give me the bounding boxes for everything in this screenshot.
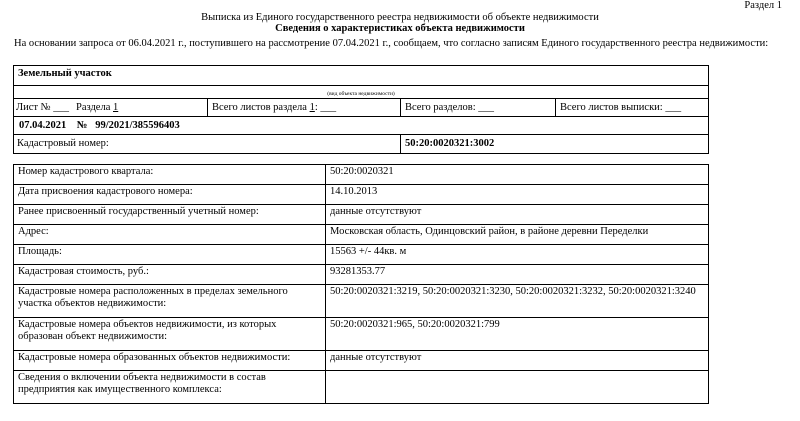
section-number-label: Раздела bbox=[76, 102, 111, 113]
object-kind-caption: (вид объекта недвижимости) bbox=[14, 86, 708, 99]
total-sheets-section-suffix: : ___ bbox=[314, 102, 337, 113]
sheet-info-row bbox=[14, 99, 708, 117]
row-value: 50:20:0020321:965, 50:20:0020321:799 bbox=[326, 318, 709, 351]
table-row bbox=[14, 351, 709, 371]
extract-date: 07.04.2021 bbox=[19, 120, 67, 131]
row-value bbox=[326, 371, 709, 404]
section-number bbox=[76, 102, 118, 113]
cadastral-number-value: 50:20:0020321:3002 bbox=[405, 138, 495, 149]
table-row bbox=[14, 185, 709, 205]
row-value: 50:20:0020321:3219, 50:20:0020321:3230, 50:20:0020321:3232, 50:20:0020321:3240 bbox=[326, 285, 709, 318]
row-value: 14.10.2013 bbox=[326, 185, 709, 205]
document-subtitle: Сведения о характеристиках объекта недвижимости bbox=[275, 23, 525, 34]
row-label: Кадастровые номера объектов недвижимости, из которых образован объект недвижимости: bbox=[14, 318, 326, 351]
basis-paragraph: На основании запроса от 06.04.2021 г., поступившего на рассмотрение 07.04.2021 г., сообщаем, что согласно записям Единого государственного реестра недвижимости: bbox=[14, 38, 769, 49]
total-sheets-section-value: 1 bbox=[309, 102, 315, 113]
object-type: Земельный участок bbox=[14, 66, 708, 86]
table-row bbox=[14, 165, 709, 185]
row-label: Номер кадастрового квартала: bbox=[14, 165, 326, 185]
object-header-box bbox=[13, 65, 709, 154]
table-row bbox=[14, 371, 709, 404]
total-sheets-section-label: Всего листов раздела bbox=[212, 102, 307, 113]
row-label: Кадастровые номера образованных объектов недвижимости: bbox=[14, 351, 326, 371]
document-title: Выписка из Единого государственного реестра недвижимости об объекте недвижимости bbox=[201, 12, 599, 23]
table-row bbox=[14, 318, 709, 351]
row-value: данные отсутствуют bbox=[326, 205, 709, 225]
table-row bbox=[14, 265, 709, 285]
cadastral-number-label: Кадастровый номер: bbox=[17, 138, 109, 149]
row-label: Ранее присвоенный государственный учетный номер: bbox=[14, 205, 326, 225]
row-label: Кадастровые номера расположенных в пределах земельного участка объектов недвижимости: bbox=[14, 285, 326, 318]
sheet-number: Лист № ___ bbox=[16, 102, 70, 113]
row-value: данные отсутствуют bbox=[326, 351, 709, 371]
row-value: 50:20:0020321 bbox=[326, 165, 709, 185]
section-number-value: 1 bbox=[113, 102, 119, 113]
row-label: Адрес: bbox=[14, 225, 326, 245]
row-value: Московская область, Одинцовский район, в районе деревни Переделки bbox=[326, 225, 709, 245]
total-sheets-extract: Всего листов выписки: ___ bbox=[560, 102, 682, 113]
row-label: Сведения о включении объекта недвижимости в состав предприятия как имущественного комплекса: bbox=[14, 371, 326, 404]
extract-number-label: № bbox=[76, 120, 88, 131]
table-row bbox=[14, 205, 709, 225]
table-row bbox=[14, 285, 709, 318]
row-label: Площадь: bbox=[14, 245, 326, 265]
table-row bbox=[14, 245, 709, 265]
table-row bbox=[14, 225, 709, 245]
section-label: Раздел 1 bbox=[744, 0, 782, 11]
row-label: Дата присвоения кадастрового номера: bbox=[14, 185, 326, 205]
extract-number: 99/2021/385596403 bbox=[95, 120, 180, 131]
extract-number-row bbox=[14, 117, 708, 135]
characteristics-table bbox=[13, 164, 709, 404]
total-sections: Всего разделов: ___ bbox=[405, 102, 494, 113]
row-label: Кадастровая стоимость, руб.: bbox=[14, 265, 326, 285]
row-value: 93281353.77 bbox=[326, 265, 709, 285]
divider bbox=[400, 99, 401, 116]
row-value: 15563 +/- 44кв. м bbox=[326, 245, 709, 265]
total-sheets-section bbox=[212, 102, 336, 113]
cadastral-number-row bbox=[14, 135, 708, 153]
divider bbox=[207, 99, 208, 116]
divider bbox=[555, 99, 556, 116]
divider bbox=[400, 135, 401, 153]
